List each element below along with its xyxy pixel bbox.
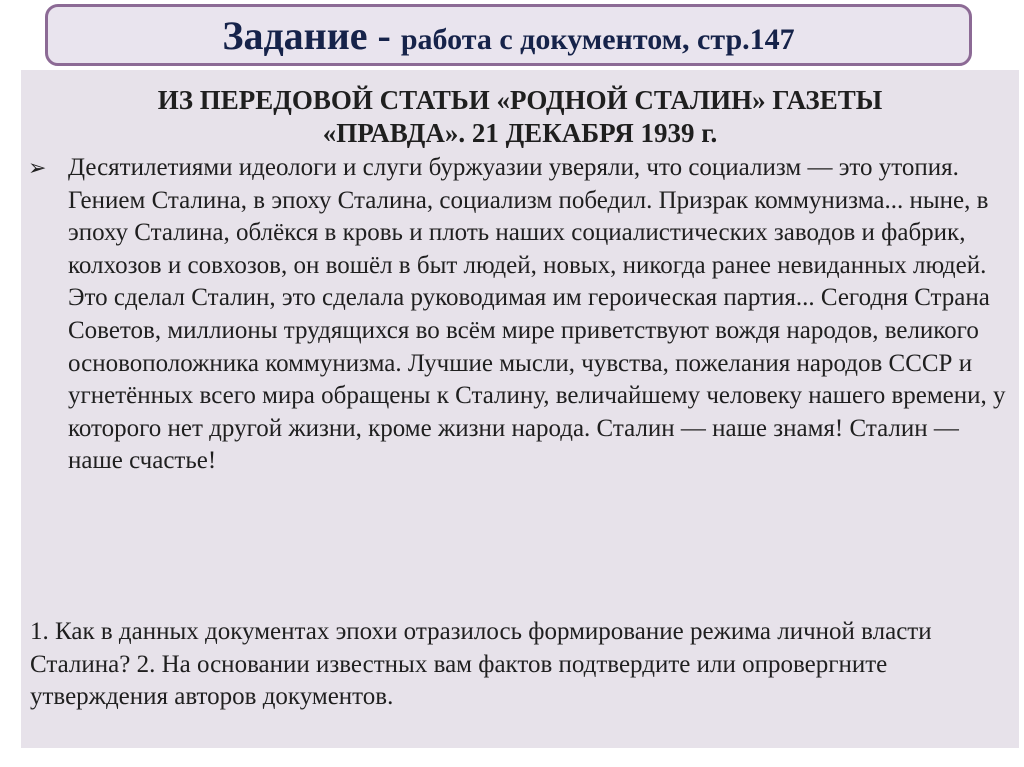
slide-subtitle: работа с документом, стр.147 [400,23,795,56]
task-questions: 1. Как в данных документах эпохи отразилось формирование режима личной власти Сталина? 2. На основании известных вам фактов подтвердите или опровергните утверждения авторов документов. [30,618,932,711]
document-heading-line-2: «ПРАВДА». 21 ДЕКАБРЯ 1939 г. [322,118,718,148]
document-quote [28,152,1008,478]
quote-text: Десятилетиями идеологи и слуги буржуазии уверяли, что социализм — это утопия. Гением Сталина, в эпоху Сталина, социализм победил. Призрак коммунизма... ныне, в эпоху Сталина, облёкся в кровь и плоть наших социалистических заводов и фабрик, колхозов и совхозов, он вошёл в быт людей, новых, никогда ранее невиданных людей. Это сделал Сталин, это сделала руководимая им героическая партия... Сегодня Страна Советов, миллионы трудящихся во всём мире приветствуют вождя народов, великого основоположника коммунизма. Лучшие мысли, чувства, пожелания народов СССР и угнетённых всего мира обращены к Сталину, величайшему человеку нашего времени, у которого нет другой жизни, кроме жизни народа. Сталин — наше знамя! Сталин — наше счастье! [68,154,1006,475]
document-heading [21,84,1019,150]
slide-title-box [45,4,972,66]
title-separator: - [367,13,401,58]
slide-title: Задание [222,13,368,58]
document-heading-line-1: ИЗ ПЕРЕДОВОЙ СТАТЬИ «РОДНОЙ СТАЛИН» ГАЗЕТЫ [157,85,883,115]
arrow-bullet-icon: ➢ [28,156,47,181]
